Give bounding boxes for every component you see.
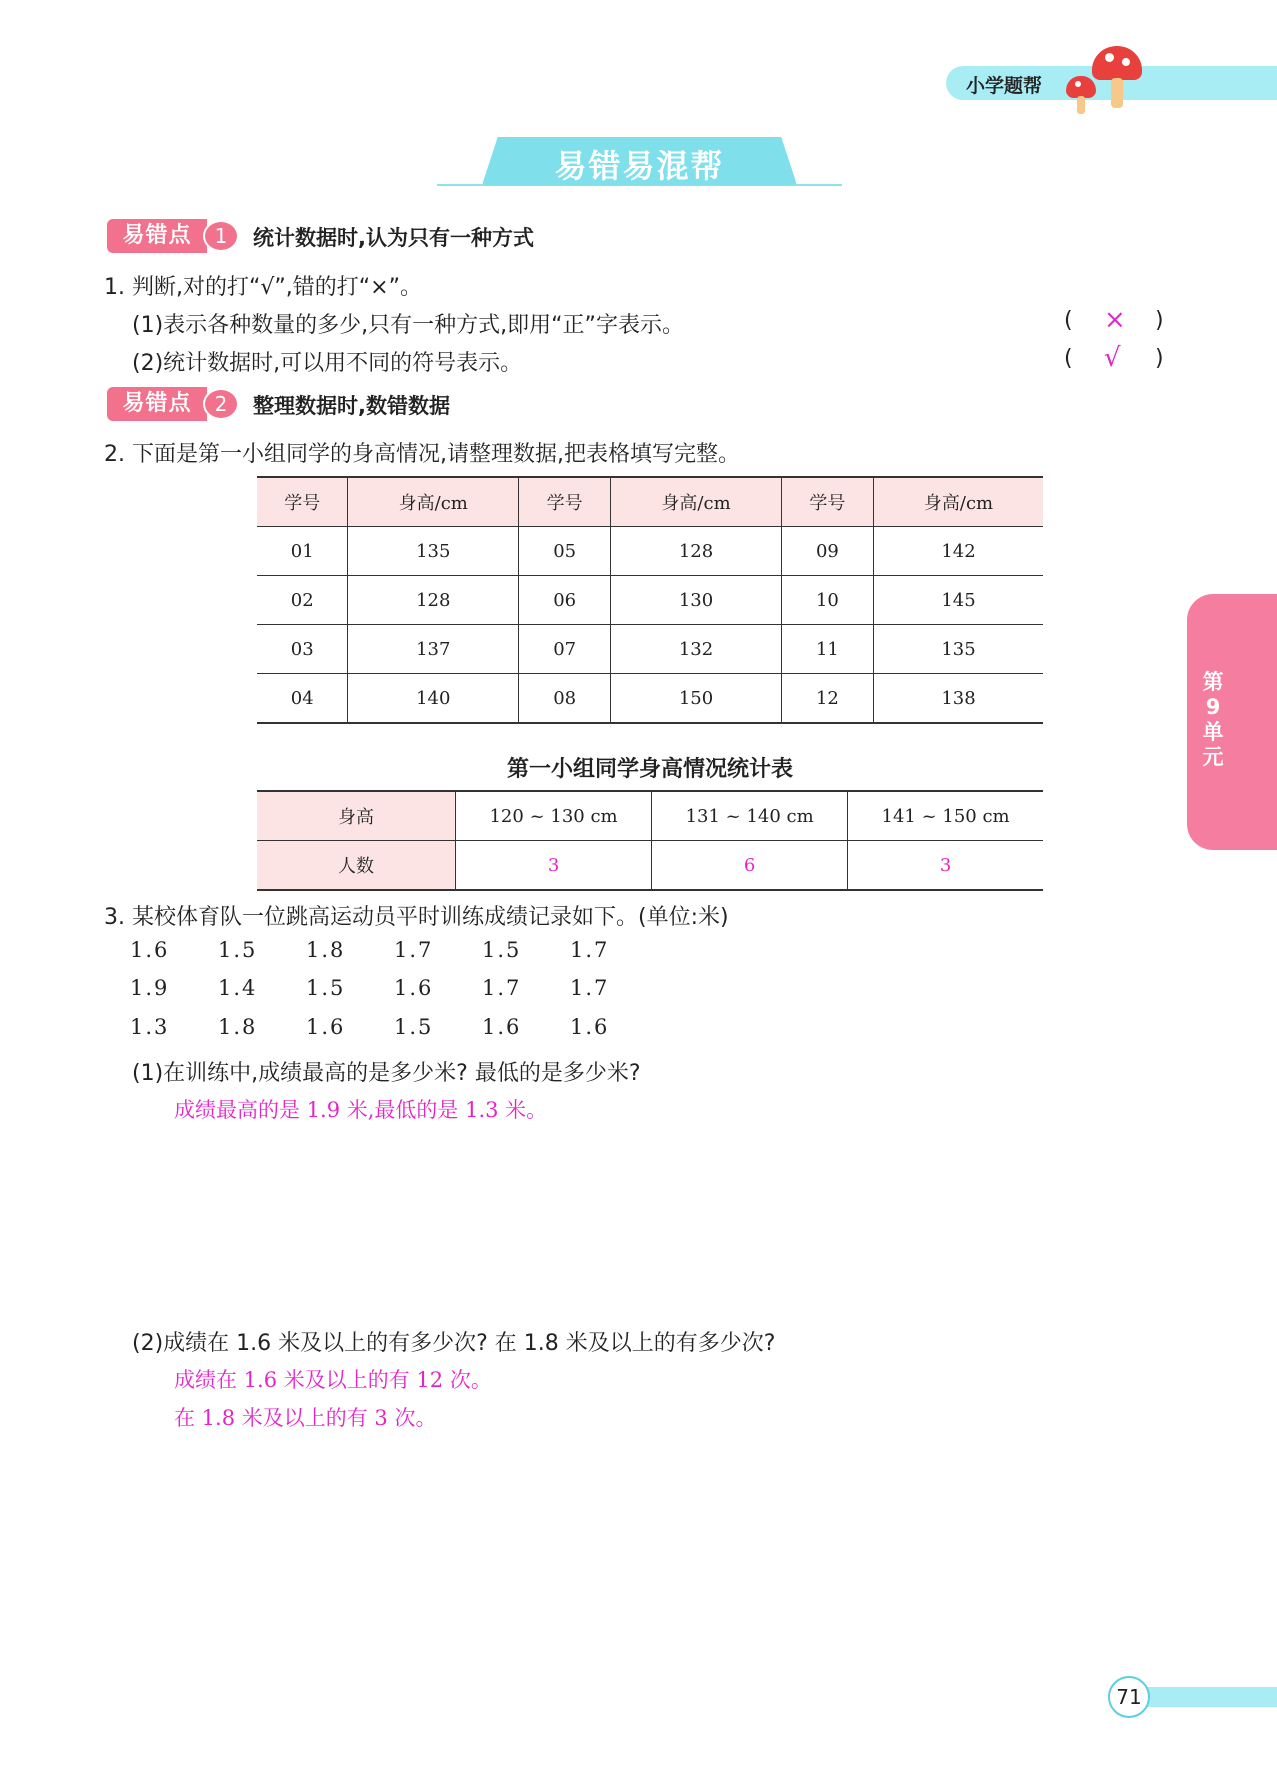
table-cell: 06 bbox=[519, 576, 611, 625]
data-value: 1.3 bbox=[130, 1015, 170, 1039]
brand-label: 小学题帮 bbox=[966, 75, 1043, 97]
table-cell: 01 bbox=[257, 527, 348, 576]
data-value: 1.4 bbox=[218, 976, 258, 1000]
table-row bbox=[257, 674, 1043, 724]
table-cell: 128 bbox=[611, 527, 782, 576]
badge-label: 易错点 bbox=[107, 387, 207, 421]
badge-title: 整理数据时,数错数据 bbox=[253, 394, 450, 418]
table-cell: 120 ~ 130 cm bbox=[456, 791, 652, 841]
data-value: 1.8 bbox=[306, 938, 346, 962]
data-value: 1.9 bbox=[130, 976, 170, 1000]
data-value: 1.5 bbox=[306, 976, 346, 1000]
unit-char: 第 bbox=[1202, 670, 1224, 694]
question-3-sub-2: (2)成绩在 1.6 米及以上的有多少次? 在 1.8 米及以上的有多少次? bbox=[132, 1331, 776, 1356]
table-cell: 137 bbox=[348, 625, 519, 674]
table-cell: 02 bbox=[257, 576, 348, 625]
paren-open: ( bbox=[1064, 308, 1073, 333]
table-row bbox=[257, 791, 1043, 841]
question-1-item-2: (2)统计数据时,可以用不同的符号表示。 bbox=[132, 351, 523, 376]
unit-char: 元 bbox=[1202, 745, 1224, 769]
mushroom-icon bbox=[1062, 46, 1152, 116]
paren-close: ) bbox=[1155, 308, 1164, 333]
badge-title: 统计数据时,认为只有一种方式 bbox=[253, 226, 534, 250]
table-cell: 135 bbox=[348, 527, 519, 576]
table-row bbox=[257, 576, 1043, 625]
data-value: 1.5 bbox=[394, 1015, 434, 1039]
answer-3-2b: 在 1.8 米及以上的有 3 次。 bbox=[174, 1406, 437, 1430]
unit-char: 单 bbox=[1202, 720, 1224, 744]
table-row bbox=[257, 625, 1043, 674]
table-cell: 08 bbox=[519, 674, 611, 724]
data-value: 1.6 bbox=[570, 1015, 610, 1039]
data-value: 1.6 bbox=[394, 976, 434, 1000]
question-1: 1. 判断,对的打“√”,错的打“×”。 bbox=[104, 275, 423, 300]
table-cell: 03 bbox=[257, 625, 348, 674]
data-value: 1.6 bbox=[482, 1015, 522, 1039]
data-value: 1.7 bbox=[394, 938, 434, 962]
table-row bbox=[257, 527, 1043, 576]
table-cell: 07 bbox=[519, 625, 611, 674]
question-3: 3. 某校体育队一位跳高运动员平时训练成绩记录如下。(单位:米) bbox=[104, 905, 729, 930]
unit-label bbox=[1196, 670, 1230, 770]
stats-table-title: 第一小组同学身高情况统计表 bbox=[506, 757, 793, 782]
column-header: 学号 bbox=[519, 477, 611, 527]
data-value: 1.7 bbox=[570, 938, 610, 962]
answer-3-1: 成绩最高的是 1.9 米,最低的是 1.3 米。 bbox=[174, 1098, 548, 1122]
column-header: 学号 bbox=[781, 477, 873, 527]
row-header: 人数 bbox=[257, 841, 456, 891]
answer-cell: 6 bbox=[652, 841, 848, 891]
table-cell: 145 bbox=[941, 589, 976, 611]
answer-mark-cross: × bbox=[1104, 305, 1126, 335]
table-cell: 142 bbox=[941, 540, 976, 562]
table-cell: 130 bbox=[611, 576, 782, 625]
table-cell: 150 bbox=[611, 674, 782, 724]
table-cell: 128 bbox=[348, 576, 519, 625]
question-2: 2. 下面是第一小组同学的身高情况,请整理数据,把表格填写完整。 bbox=[104, 442, 740, 467]
table-row bbox=[257, 841, 1043, 891]
height-stats-table bbox=[257, 790, 1043, 891]
question-1-item-1: (1)表示各种数量的多少,只有一种方式,即用“正”字表示。 bbox=[132, 313, 684, 338]
column-header: 学号 bbox=[257, 477, 348, 527]
page-title: 易错易混帮 bbox=[554, 147, 725, 185]
table-cell: 138 bbox=[941, 687, 976, 709]
badge-number: 1 bbox=[203, 220, 239, 252]
paren-close: ) bbox=[1155, 346, 1164, 371]
table-cell: 10 bbox=[781, 576, 873, 625]
answer-mark-check: √ bbox=[1104, 343, 1121, 373]
table-cell: 141 ~ 150 cm bbox=[881, 805, 1010, 827]
table-cell: 140 bbox=[348, 674, 519, 724]
page-number: 71 bbox=[1108, 1676, 1150, 1718]
answer-cell: 3 bbox=[939, 854, 952, 876]
table-cell: 12 bbox=[781, 674, 873, 724]
data-value: 1.5 bbox=[482, 938, 522, 962]
table-cell: 09 bbox=[781, 527, 873, 576]
data-value: 1.7 bbox=[570, 976, 610, 1000]
table-cell: 05 bbox=[519, 527, 611, 576]
column-header: 身高/cm bbox=[611, 477, 782, 527]
answer-cell: 3 bbox=[456, 841, 652, 891]
column-header: 身高/cm bbox=[348, 477, 519, 527]
table-cell: 11 bbox=[781, 625, 873, 674]
paren-open: ( bbox=[1064, 346, 1073, 371]
table-cell: 131 ~ 140 cm bbox=[652, 791, 848, 841]
table-header-row bbox=[257, 477, 1043, 527]
data-value: 1.7 bbox=[482, 976, 522, 1000]
data-value: 1.6 bbox=[306, 1015, 346, 1039]
table-cell: 04 bbox=[257, 674, 348, 724]
data-value: 1.5 bbox=[218, 938, 258, 962]
column-header: 身高/cm bbox=[923, 493, 994, 514]
height-data-table bbox=[257, 476, 1043, 724]
unit-char: 9 bbox=[1205, 695, 1221, 719]
row-header: 身高 bbox=[257, 791, 456, 841]
table-cell: 135 bbox=[941, 638, 976, 660]
answer-3-2a: 成绩在 1.6 米及以上的有 12 次。 bbox=[174, 1368, 492, 1392]
question-3-sub-1: (1)在训练中,成绩最高的是多少米? 最低的是多少米? bbox=[132, 1061, 641, 1086]
data-value: 1.6 bbox=[130, 938, 170, 962]
badge-number: 2 bbox=[203, 388, 239, 420]
table-cell: 132 bbox=[611, 625, 782, 674]
badge-label: 易错点 bbox=[107, 219, 207, 253]
data-value: 1.8 bbox=[218, 1015, 258, 1039]
